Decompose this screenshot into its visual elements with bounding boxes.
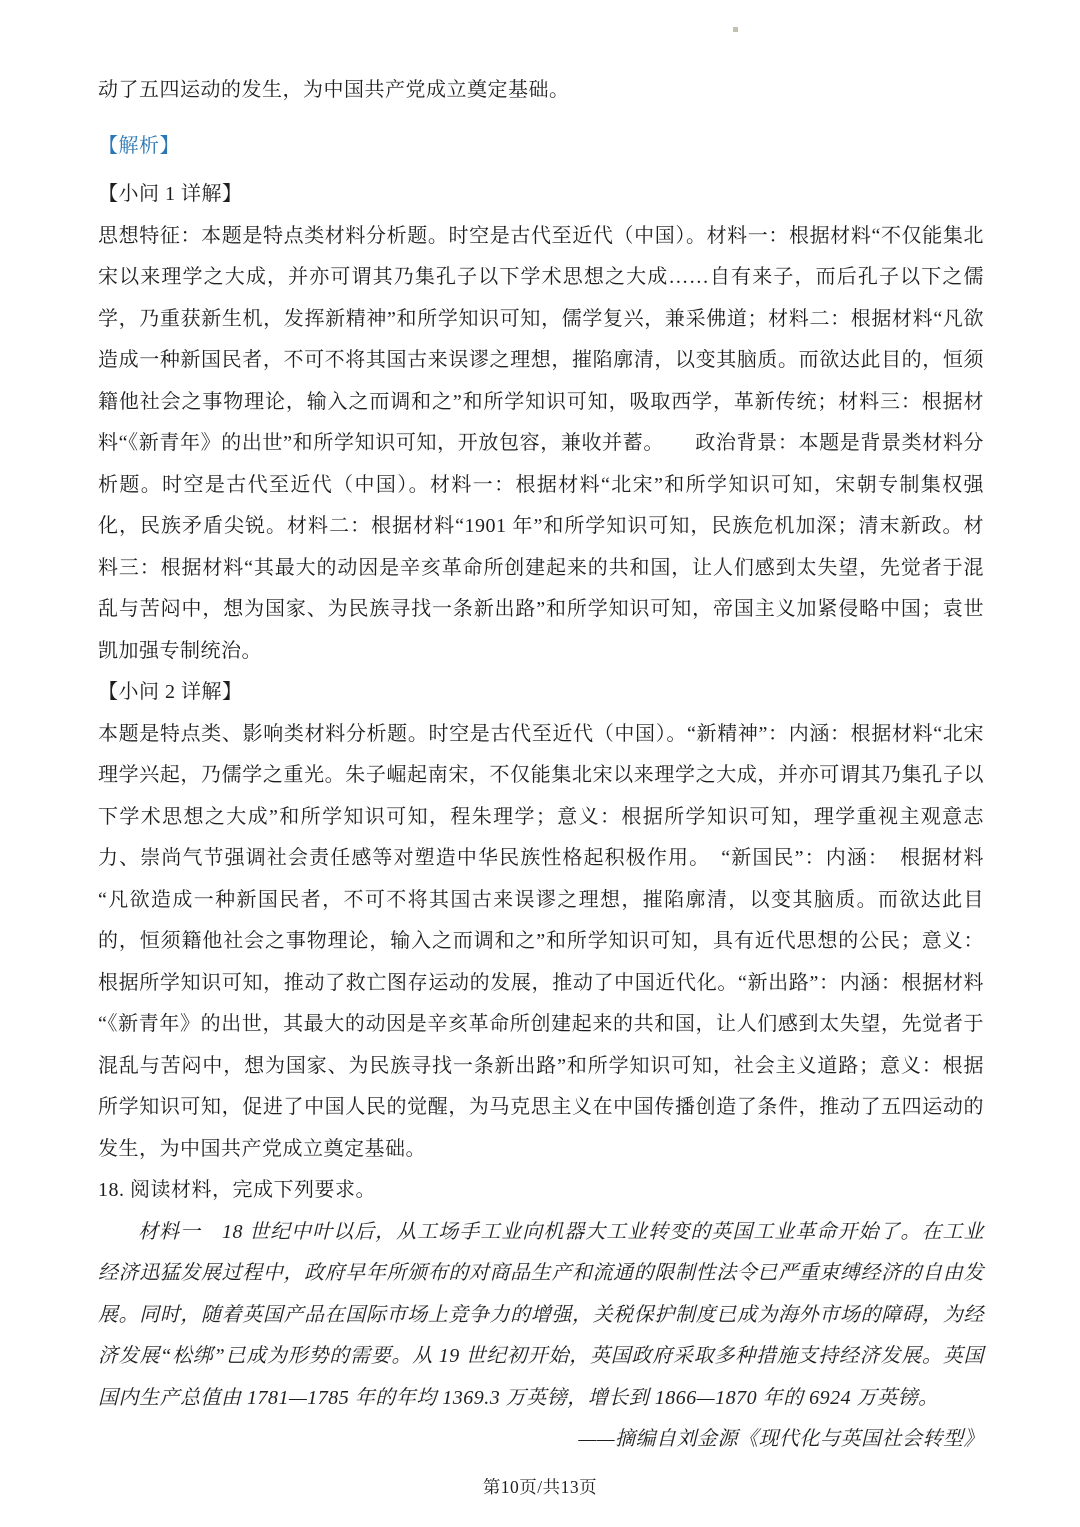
subquestion-1-analysis: 思想特征：本题是特点类材料分析题。时空是古代至近代（中国）。材料一：根据材料“不仅能集北宋以来理学之大成，并亦可谓其乃集孔子以下学术思想之大成……自有来子，而后孔子以下之儒学，乃重获新生机，发挥新精神”和所学知识可知，儒学复兴，兼采佛道；材料二：根据材料“凡欲造成一种新国民者，不可不将其国古来误谬之理想，摧陷廓清，以变其脑质。而欲达此目的，恒须籍他社会之事物理论，输入之而调和之”和所学知识可知，吸取西学，革新传统；材料三：根据材料“《新青年》的出世”和所学知识可知，开放包容，兼收并蓄。 政治背景：本题是背景类材料分析题。时空是古代至近代（中国）。材料一：根据材料“北宋”和所学知识可知，宋朝专制集权强化，民族矛盾尖锐。材料二：根据材料“1901 年”和所学知识可知，民族危机加深；清末新政。材料三：根据材料“其最大的动因是辛亥革命所创建起来的共和国，让人们感到太失望，先觉者于混乱与苦闷中，想为国家、为民族寻找一条新出路”和所学知识可知，帝国主义加紧侵略中国；袁世凯加强专制统治。 — [98, 224, 984, 662]
question-18-stem: 18. 阅读材料，完成下列要求。 — [98, 1179, 376, 1201]
material-one-citation: ——摘编自刘金源《现代化与英国社会转型》 — [578, 1428, 984, 1450]
page-content — [98, 0, 984, 1461]
page-number: 第10页/共13页 — [482, 1477, 598, 1497]
material-one-paragraph: 材料一 18 世纪中叶以后，从工场手工业向机器大工业转变的英国工业革命开始了。在工业经济迅猛发展过程中，政府早年所颁布的对商品生产和流通的限制性法令已严重束缚经济的自由发展。同时，随着英国产品在国际市场上竞争力的增强，关税保护制度已成为海外市场的障碍，为经济发展“松绑”已成为形势的需要。从 19 世纪初开始，英国政府采取多种措施支持经济发展。英国国内生产总值由 1781—1785 年的年均 1369.3 万英镑，增长到 1866—1870 年的 6924 万英镑。 — [98, 1220, 984, 1409]
subquestion-2-analysis: 本题是特点类、影响类材料分析题。时空是古代至近代（中国）。“新精神”：内涵：根据材料“北宋理学兴起，乃儒学之重光。朱子崛起南宋，不仅能集北宋以来理学之大成，并亦可谓其乃集孔子以下学术思想之大成”和所学知识可知，程朱理学；意义：根据所学知识可知，理学重视主观意志力、崇尚气节强调社会责任感等对塑造中华民族性格起积极作用。 “新国民”：内涵： 根据材料“凡欲造成一种新国民者，不可不将其国古来误谬之理想，摧陷廓清，以变其脑质。而欲达此目的，恒须籍他社会之事物理论，输入之而调和之”和所学知识可知，具有近代思想的公民；意义：根据所学知识可知，推动了救亡图存运动的发展，推动了中国近代化。“新出路”：内涵：根据材料“《新青年》的出世，其最大的动因是辛亥革命所创建起来的共和国，让人们感到太失望，先觉者于混乱与苦闷中，想为国家、为民族寻找一条新出路”和所学知识可知，社会主义道路；意义：根据所学知识可知，促进了中国人民的觉醒，为马克思主义在中国传播创造了条件，推动了五四运动的发生，为中国共产党成立奠定基础。 — [98, 722, 984, 1160]
subquestion-2-header: 【小问 2 详解】 — [98, 681, 243, 703]
page-footer — [0, 1474, 1080, 1499]
analysis-label: 【解析】 — [98, 134, 180, 157]
continuation-paragraph: 动了五四运动的发生，为中国共产党成立奠定基础。 — [98, 79, 570, 101]
subquestion-1-header: 【小问 1 详解】 — [98, 183, 243, 205]
